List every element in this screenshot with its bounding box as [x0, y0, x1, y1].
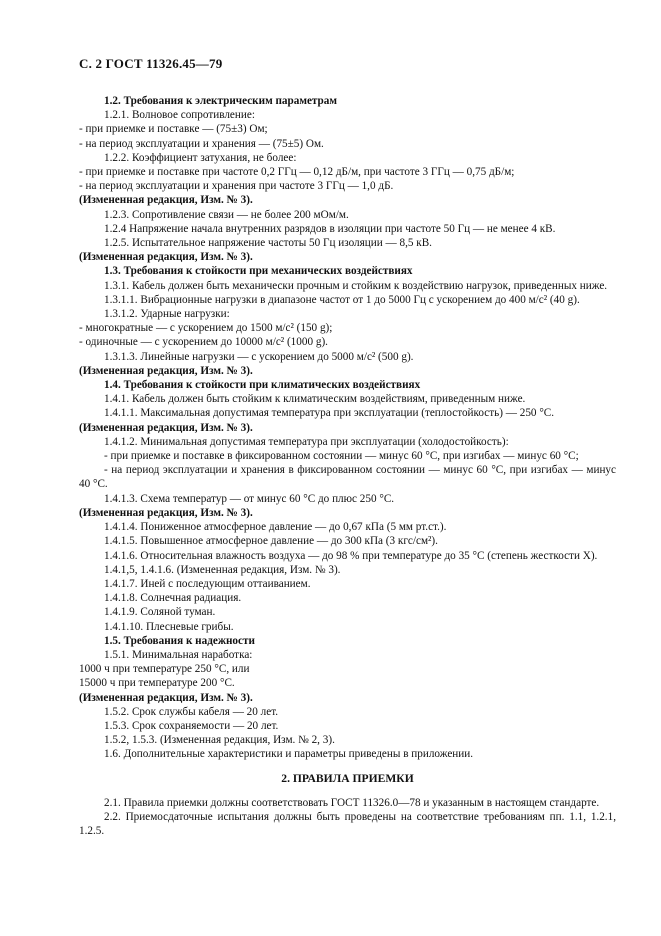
section-2-title: 2. ПРАВИЛА ПРИЕМКИ [281, 771, 414, 785]
paragraph-2-2: 2.2. Приемосдаточные испытания должны быть проведены на соответствие требованиям пп. 1.1, 1.2.1, 1.2.5. [79, 810, 616, 838]
text-line: 1.5.2. Срок службы кабеля — 20 лет. [104, 705, 279, 718]
text-line: - при приемке и поставке — (75±3) Ом; [79, 123, 268, 136]
text-line: 1.4.1.9. Соляной туман. [104, 606, 216, 619]
text-line: (Измененная редакция, Изм. № 3). [79, 421, 253, 434]
text-line: 1.3.1.3. Линейные нагрузки — с ускорением до 5000 м/с² (500 g). [104, 350, 414, 363]
text-line: 1.2. Требования к электрическим параметрам [104, 95, 337, 107]
text-line: - многократные — с ускорением до 1500 м/с² (150 g); [79, 322, 333, 335]
text-line: (Измененная редакция, Изм. № 3). [79, 691, 253, 704]
text-line: 1000 ч при температуре 250 °С, или [79, 663, 250, 676]
paragraph-2-1: 2.1. Правила приемки должны соответствовать ГОСТ 11326.0—78 и указанным в настоящем стандарте. [104, 796, 600, 809]
document-body [79, 94, 616, 838]
text-line: 1.4.1,5, 1.4.1.6. (Измененная редакция, Изм. № 3). [104, 563, 341, 576]
text-line: 1.2.5. Испытательное напряжение частоты 50 Гц изоляции — 8,5 кВ. [104, 237, 432, 250]
text-line: 1.3.1.1. Вибрационные нагрузки в диапазоне частот от 1 до 5000 Гц с ускорением до 400 м/с² (40 g). [104, 293, 580, 306]
text-line: 1.4.1. Кабель должен быть стойким к климатическим воздействиям, приведенным ниже. [104, 393, 526, 406]
text-line: 1.2.1. Волновое сопротивление: [104, 109, 255, 122]
text-line: 1.4. Требования к стойкости при климатических воздействиях [104, 379, 421, 392]
text-line: 1.4.1.4. Пониженное атмосферное давление — до 0,67 кПа (5 мм рт.ст.). [104, 521, 447, 534]
text-line: - на период эксплуатации и хранения в фиксированном состоянии — минус 60 °С, при изгибах — минус 40 °С. [79, 464, 616, 491]
text-line: (Измененная редакция, Изм. № 3). [79, 364, 253, 377]
text-line: 1.6. Дополнительные характеристики и параметры приведены в приложении. [104, 748, 474, 761]
text-line: 1.2.3. Сопротивление связи — не более 200 мОм/м. [104, 208, 349, 221]
text-line: 1.5.2, 1.5.3. (Измененная редакция, Изм. № 2, 3). [104, 734, 335, 747]
text-line: (Измененная редакция, Изм. № 3). [79, 194, 253, 207]
text-line: - на период эксплуатации и хранения — (75±5) Ом. [79, 137, 324, 150]
text-line: 1.2.4 Напряжение начала внутренних разрядов в изоляции при частоте 50 Гц — не менее 4 кВ. [104, 222, 556, 235]
text-line: 1.4.1.6. Относительная влажность воздуха — до 98 % при температуре до 35 °С (степень жесткости X). [104, 549, 598, 562]
text-line: 1.4.1.5. Повышенное атмосферное давление — до 300 кПа (3 кгс/см²). [104, 535, 438, 548]
text-line: 1.4.1.2. Минимальная допустимая температура при эксплуатации (холодостойкость): [104, 435, 509, 448]
text-line: 1.4.1.3. Схема температур — от минус 60 °С до плюс 250 °С. [104, 492, 395, 505]
page-header: С. 2 ГОСТ 11326.45—79 [79, 56, 223, 71]
text-line: 1.3. Требования к стойкости при механических воздействиях [104, 265, 413, 278]
text-line: 1.4.1.10. Плесневые грибы. [104, 620, 234, 633]
text-line: 1.5.3. Срок сохраняемости — 20 лет. [104, 719, 279, 732]
text-line: 1.4.1.7. Иней с последующим оттаиванием. [104, 577, 311, 590]
text-line: 1.5.1. Минимальная наработка: [104, 648, 253, 661]
text-line: (Измененная редакция, Изм. № 3). [79, 506, 253, 519]
text-line: 15000 ч при температуре 200 °С. [79, 677, 235, 690]
section-1-lines [79, 94, 616, 762]
text-line: 1.3.1.2. Ударные нагрузки: [104, 308, 230, 321]
text-line: 1.5. Требования к надежности [104, 634, 255, 647]
text-line: 1.4.1.8. Солнечная радиация. [104, 592, 242, 605]
text-line: 1.3.1. Кабель должен быть механически прочным и стойким к воздействию нагрузок, приведенных ниже. [104, 279, 608, 292]
text-line: 1.2.2. Коэффициент затухания, не более: [104, 151, 297, 164]
text-line: - одиночные — с ускорением до 10000 м/с² (1000 g). [79, 336, 328, 349]
text-line: - при приемке и поставке в фиксированном состоянии — минус 60 °С, при изгибах — минус 60 °С; [104, 450, 579, 463]
text-line: - на период эксплуатации и хранения при частоте 3 ГГц — 1,0 дБ. [79, 180, 394, 193]
text-line: 1.4.1.1. Максимальная допустимая температура при эксплуатации (теплостойкость) — 250 °С. [104, 407, 555, 420]
text-line: (Измененная редакция, Изм. № 3). [79, 251, 253, 264]
text-line: - при приемке и поставке при частоте 0,2 ГГц — 0,12 дБ/м, при частоте 3 ГГц — 0,75 дБ/м; [79, 166, 515, 179]
